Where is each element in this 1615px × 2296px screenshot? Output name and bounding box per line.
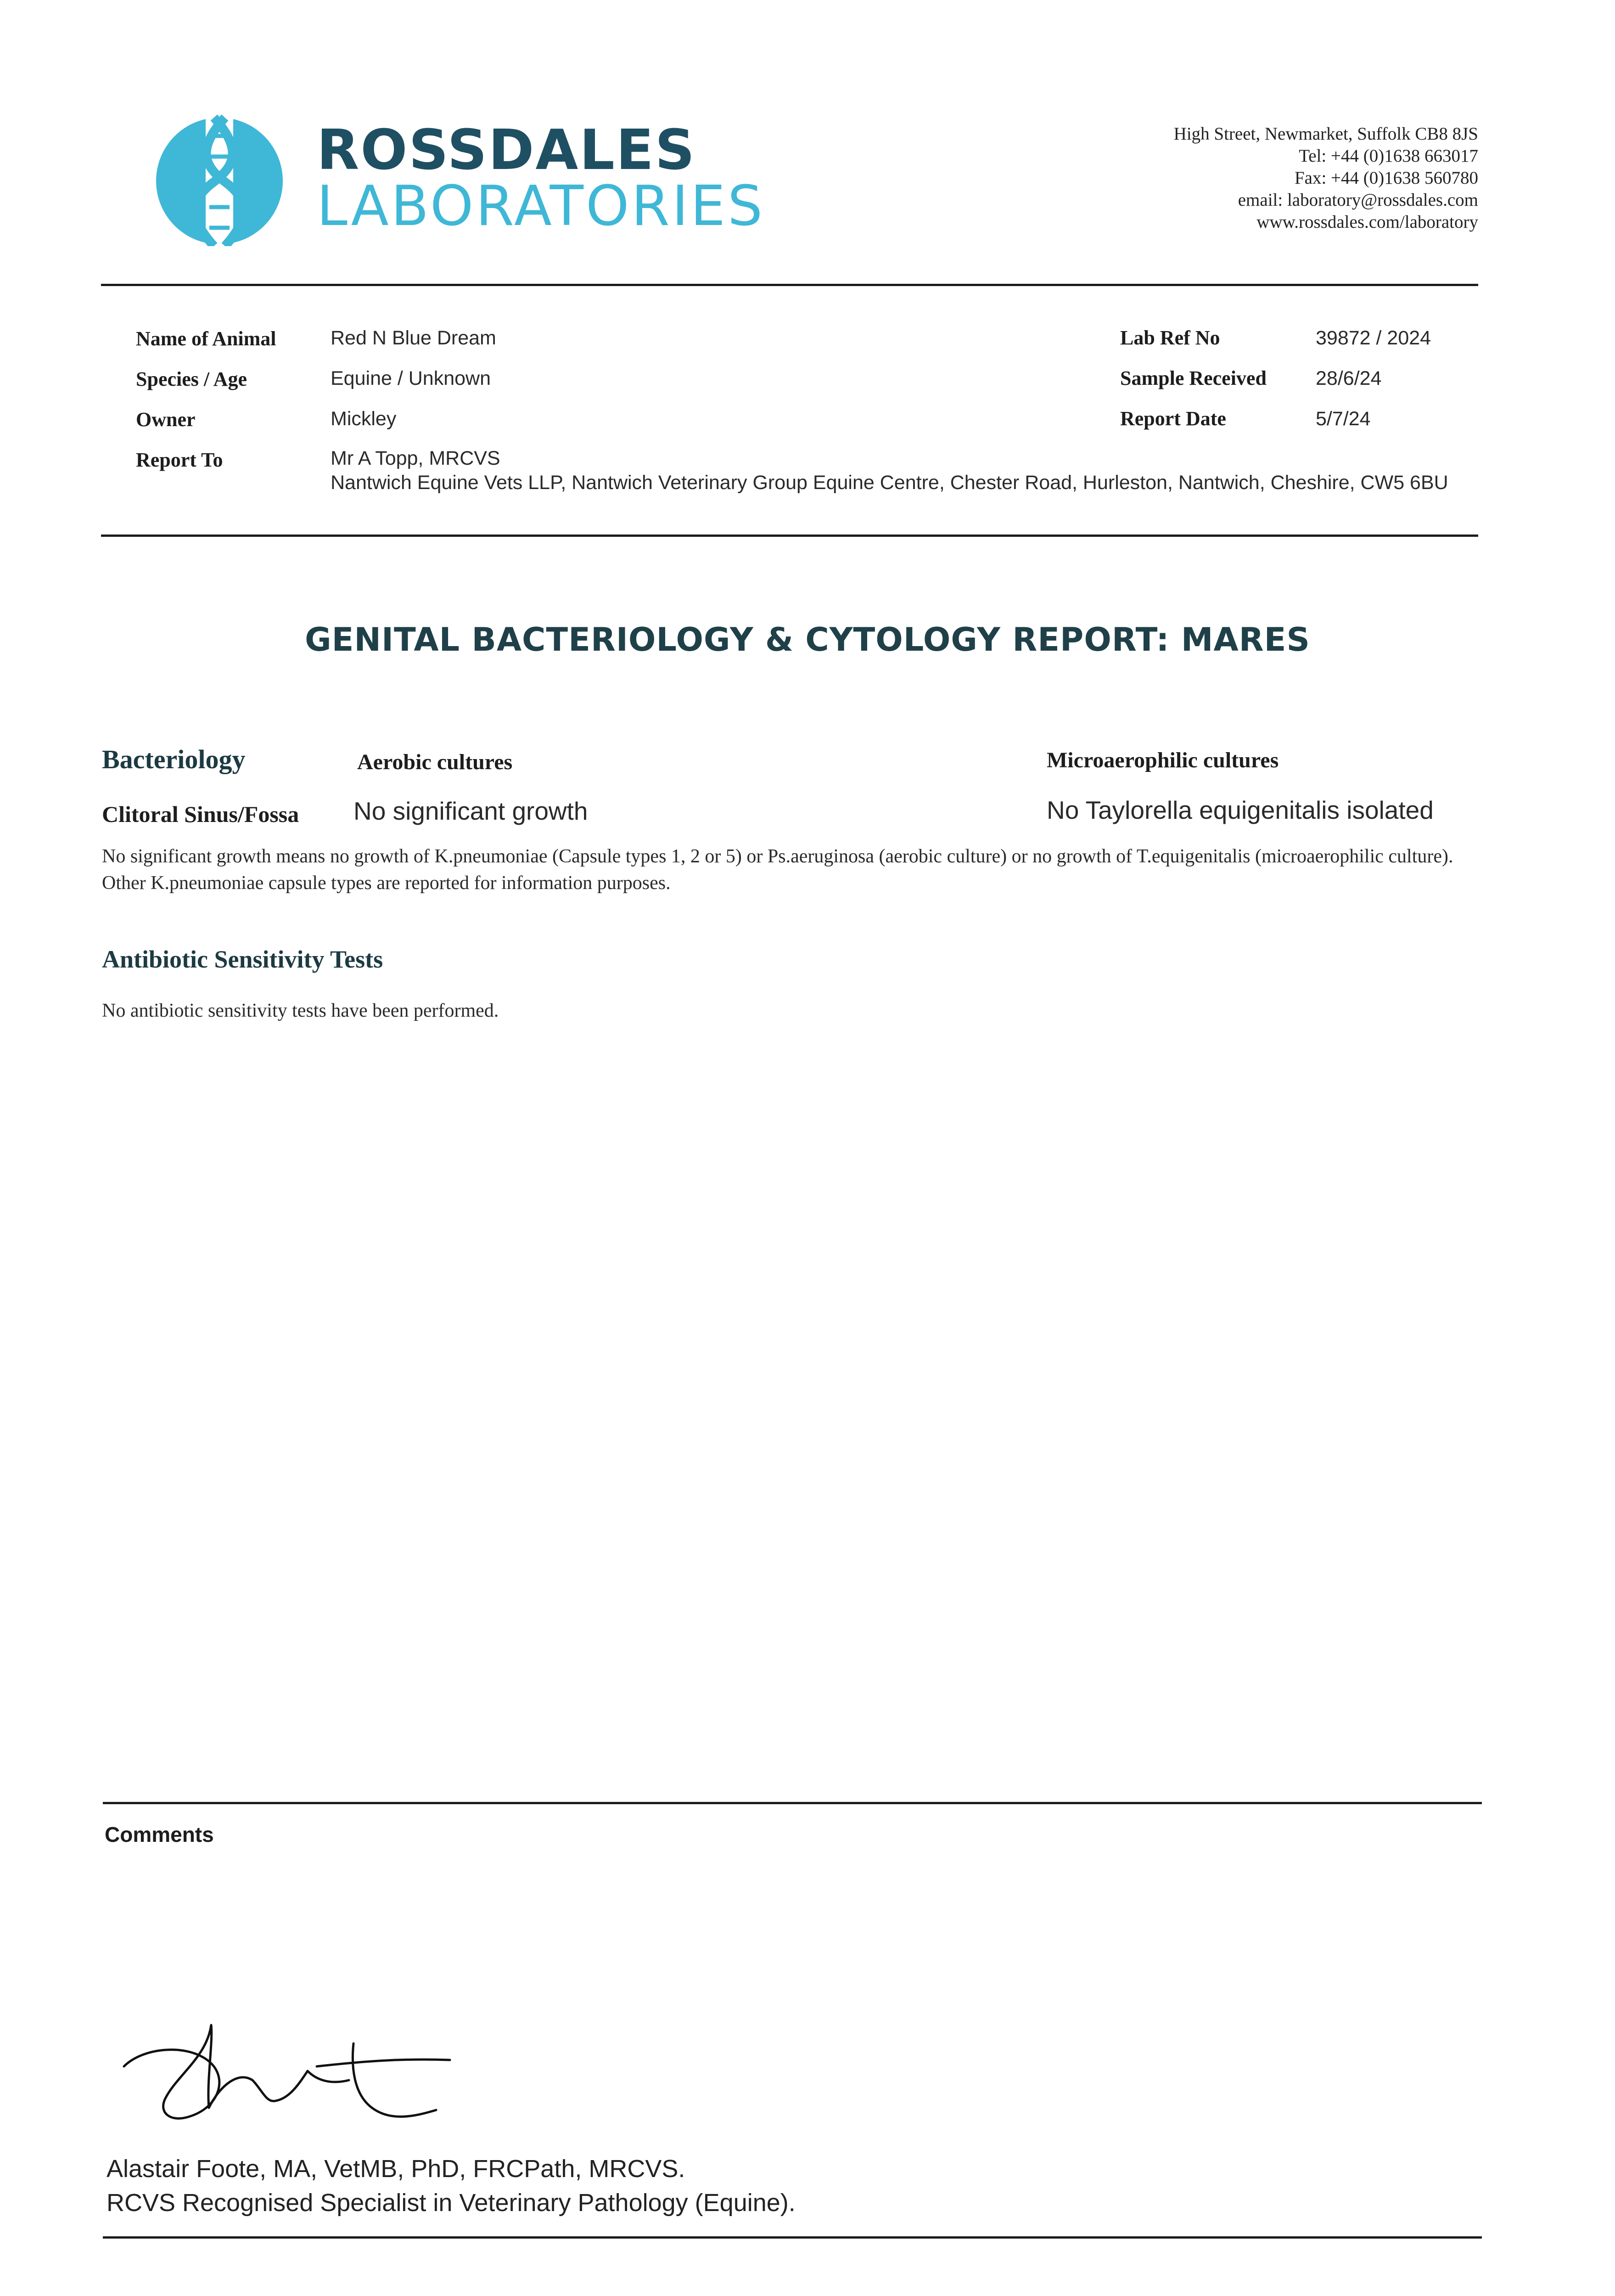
name-of-animal-value: Red N Blue Dream bbox=[331, 327, 496, 349]
bacteriology-heading: Bacteriology bbox=[102, 744, 246, 774]
contact-address: High Street, Newmarket, Suffolk CB8 8JS bbox=[1173, 124, 1478, 144]
contact-tel: Tel: +44 (0)1638 663017 bbox=[1299, 146, 1478, 166]
contact-website[interactable]: www.rossdales.com/laboratory bbox=[1256, 212, 1478, 232]
dna-logo-icon bbox=[155, 113, 284, 246]
microaerophilic-result: No Taylorella equigenitalis isolated bbox=[1047, 796, 1434, 824]
aerobic-result: No significant growth bbox=[353, 797, 588, 825]
comments-divider bbox=[103, 1802, 1482, 1804]
clitoral-sinus-label: Clitoral Sinus/Fossa bbox=[102, 801, 299, 827]
antibiotic-heading: Antibiotic Sensitivity Tests bbox=[102, 945, 383, 973]
owner-value: Mickley bbox=[331, 408, 397, 430]
report-to-name: Mr A Topp, MRCVS bbox=[331, 447, 500, 469]
antibiotic-text: No antibiotic sensitivity tests have been performed. bbox=[102, 1000, 499, 1021]
signature-image bbox=[115, 2016, 464, 2140]
growth-note: No significant growth means no growth of K.pneumoniae (Capsule types 1, 2 or 5) or Ps.aeruginosa (aerobic culture) or no growth of T.equigenitalis (microaerophilic culture). Other K.pneumoniae capsule types are reported for information purposes. bbox=[102, 846, 1453, 894]
report-date-value: 5/7/24 bbox=[1316, 408, 1371, 430]
report-title: GENITAL BACTERIOLOGY & CYTOLOGY REPORT: MARES bbox=[305, 621, 1310, 658]
details-divider bbox=[101, 535, 1478, 537]
contact-email[interactable]: email: laboratory@rossdales.com bbox=[1238, 190, 1478, 210]
sample-received-value: 28/6/24 bbox=[1316, 367, 1382, 389]
lab-ref-label: Lab Ref No bbox=[1120, 326, 1220, 349]
species-age-label: Species / Age bbox=[136, 368, 247, 390]
species-age-value: Equine / Unknown bbox=[331, 367, 491, 389]
microaerophilic-cultures-heading: Microaerophilic cultures bbox=[1047, 748, 1279, 772]
contact-block bbox=[1065, 123, 1478, 233]
contact-fax: Fax: +44 (0)1638 560780 bbox=[1294, 168, 1478, 188]
sample-received-label: Sample Received bbox=[1120, 367, 1267, 389]
header-divider bbox=[101, 284, 1478, 286]
owner-label: Owner bbox=[136, 408, 196, 431]
lab-ref-value: 39872 / 2024 bbox=[1316, 327, 1431, 349]
report-date-label: Report Date bbox=[1120, 407, 1226, 430]
name-of-animal-label: Name of Animal bbox=[136, 327, 276, 350]
signatory-name: Alastair Foote, MA, VetMB, PhD, FRCPath, MRCVS. bbox=[107, 2155, 685, 2183]
comments-heading: Comments bbox=[105, 1823, 214, 1846]
report-to-label: Report To bbox=[136, 449, 223, 471]
aerobic-cultures-heading: Aerobic cultures bbox=[357, 750, 513, 774]
report-to-address: Nantwich Equine Vets LLP, Nantwich Veterinary Group Equine Centre, Chester Road, Hurleston, Nantwich, Cheshire, CW5 6BU bbox=[331, 472, 1448, 494]
lab-name-line1: ROSSDALES bbox=[317, 118, 696, 182]
footer-divider bbox=[103, 2236, 1482, 2239]
signatory-title: RCVS Recognised Specialist in Veterinary Pathology (Equine). bbox=[107, 2189, 796, 2217]
lab-name-line2: LABORATORIES bbox=[317, 174, 765, 238]
